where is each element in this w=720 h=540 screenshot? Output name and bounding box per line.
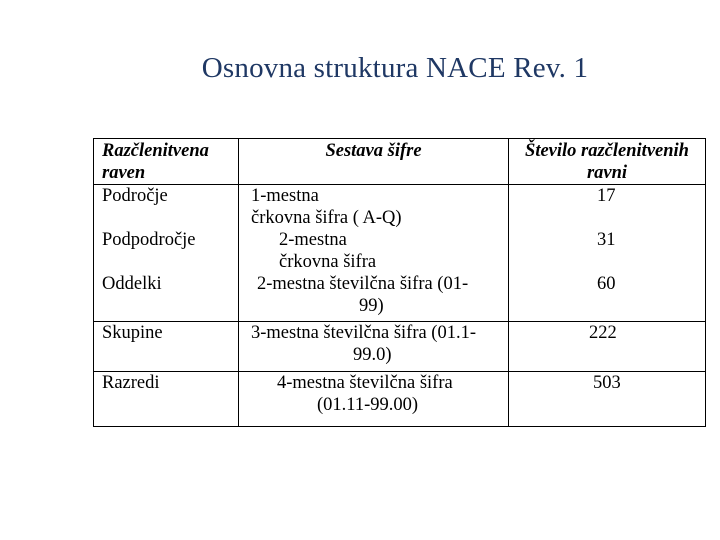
table-row <box>94 371 706 426</box>
row-level: Področje <box>94 185 239 230</box>
table-row <box>94 185 706 230</box>
row-level: Podpodročje <box>94 229 239 273</box>
row-count: 60 <box>509 273 706 321</box>
row-code-main: 1-mestna <box>251 186 319 206</box>
row-level: Oddelki <box>94 273 239 321</box>
table <box>93 138 706 427</box>
row-level: Skupine <box>94 321 239 371</box>
nace-structure-table <box>93 138 705 415</box>
row-code-range: (01.11-99.00) <box>317 394 419 415</box>
table-row <box>94 321 706 371</box>
row-code-range: 99.0) <box>353 344 392 365</box>
table-row <box>94 273 706 321</box>
row-count: 31 <box>509 229 706 273</box>
header-level <box>94 139 239 185</box>
row-code-main: 3-mestna številčna šifra (01.1- <box>251 322 477 343</box>
header-code: Sestava šifre <box>239 139 509 185</box>
header-count <box>509 139 706 185</box>
row-code-type: črkovna šifra <box>279 252 377 272</box>
row-count: 222 <box>509 321 706 371</box>
row-code <box>239 229 509 273</box>
row-code-main: 2-mestna številčna šifra (01- <box>257 274 469 294</box>
row-level: Razredi <box>94 371 239 426</box>
row-code-main: 4-mestna številčna šifra <box>277 372 453 393</box>
row-code <box>239 185 509 230</box>
slide-title: Osnovna struktura NACE Rev. 1 <box>201 52 589 84</box>
header-level-line-2: raven <box>102 163 146 183</box>
row-code <box>239 371 509 426</box>
row-code-range: 99) <box>359 296 384 316</box>
row-code <box>239 273 509 321</box>
row-count: 17 <box>509 185 706 230</box>
table-row <box>94 229 706 273</box>
header-count-line-2: ravni <box>586 163 628 183</box>
header-level-line-1: Razčlenitvena <box>102 141 209 161</box>
header-count-line-1: Število razčlenitvenih <box>525 141 689 161</box>
row-count: 503 <box>509 371 706 426</box>
row-code-main: 2-mestna <box>279 230 347 250</box>
row-code <box>239 321 509 371</box>
table-header-row <box>94 139 706 185</box>
row-code-type: črkovna šifra ( A-Q) <box>251 208 402 228</box>
